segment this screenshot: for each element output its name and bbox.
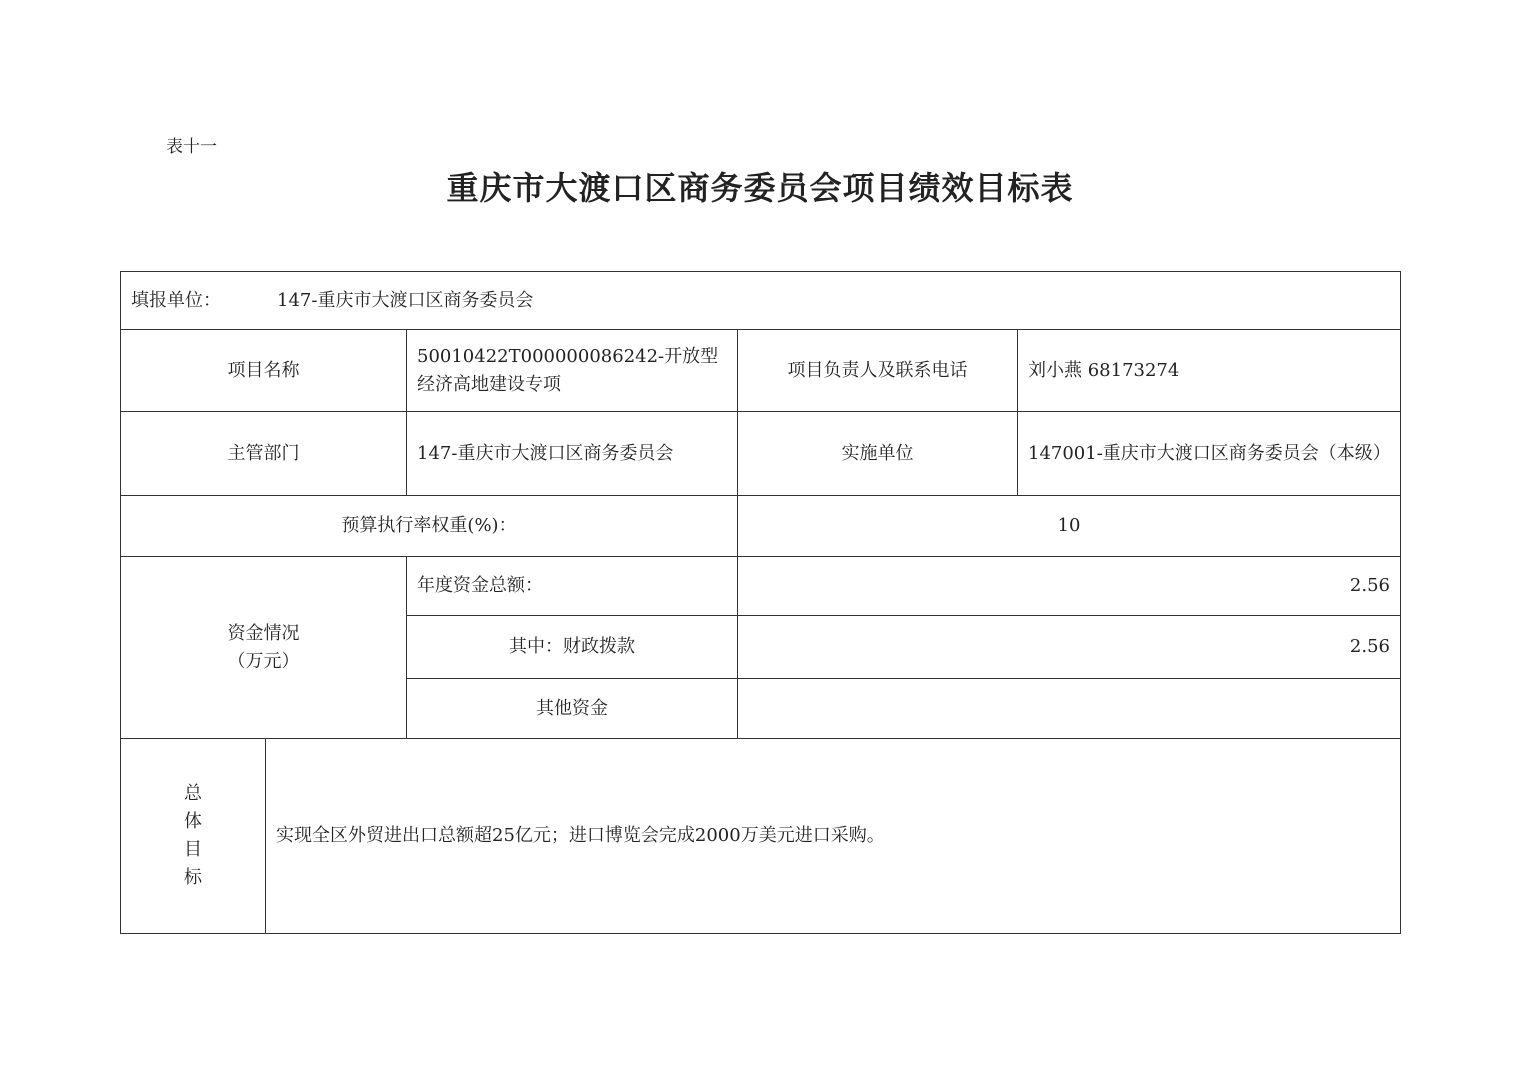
- overall-goal-value: 实现全区外贸进出口总额超25亿元；进口博览会完成2000万美元进口采购。: [266, 739, 1401, 934]
- goal-char-1: 总: [184, 783, 202, 804]
- table-number-label: 表十一: [166, 137, 217, 157]
- goal-char-3: 目: [184, 839, 202, 860]
- overall-goal-label: [121, 739, 266, 934]
- department-value: 147-重庆市大渡口区商务委员会: [407, 412, 738, 496]
- annual-total-value: 2.56: [738, 557, 1401, 616]
- project-name-value: 50010422T000000086242-开放型经济高地建设专项: [407, 330, 738, 412]
- fiscal-label: 其中：财政拨款: [407, 616, 738, 679]
- other-funds-value: [738, 679, 1401, 739]
- overall-goal-row: [121, 739, 1401, 934]
- page-title: 重庆市大渡口区商务委员会项目绩效目标表: [446, 169, 1074, 207]
- project-name-label: 项目名称: [121, 330, 407, 412]
- filing-unit-row: [121, 272, 1401, 330]
- other-funds-label: 其他资金: [407, 679, 738, 739]
- project-lead-value: 刘小燕 68173274: [1018, 330, 1401, 412]
- funding-label-line1: 资金情况: [227, 622, 300, 644]
- budget-weight-row: [121, 496, 1401, 557]
- implementing-unit-label: 实施单位: [738, 412, 1018, 496]
- performance-target-table: [120, 271, 1401, 934]
- annual-total-label: 年度资金总额：: [407, 557, 738, 616]
- goal-char-4: 标: [184, 867, 202, 888]
- project-name-row: [121, 330, 1401, 412]
- department-row: [121, 412, 1401, 496]
- budget-weight-label: 预算执行率权重(%)：: [121, 496, 738, 557]
- project-lead-label: 项目负责人及联系电话: [738, 330, 1018, 412]
- fiscal-value: 2.56: [738, 616, 1401, 679]
- annual-total-row: [121, 557, 1401, 616]
- filing-unit-cell: [121, 272, 1401, 330]
- goal-char-2: 体: [184, 811, 202, 832]
- filing-unit-value: 147-重庆市大渡口区商务委员会: [277, 289, 534, 311]
- implementing-unit-value: 147001-重庆市大渡口区商务委员会（本级）: [1018, 412, 1401, 496]
- budget-weight-value: 10: [738, 496, 1401, 557]
- department-label: 主管部门: [121, 412, 407, 496]
- funding-label-line2: （万元）: [227, 650, 300, 672]
- filing-unit-label: 填报单位：: [131, 289, 221, 311]
- funding-label: [121, 557, 407, 739]
